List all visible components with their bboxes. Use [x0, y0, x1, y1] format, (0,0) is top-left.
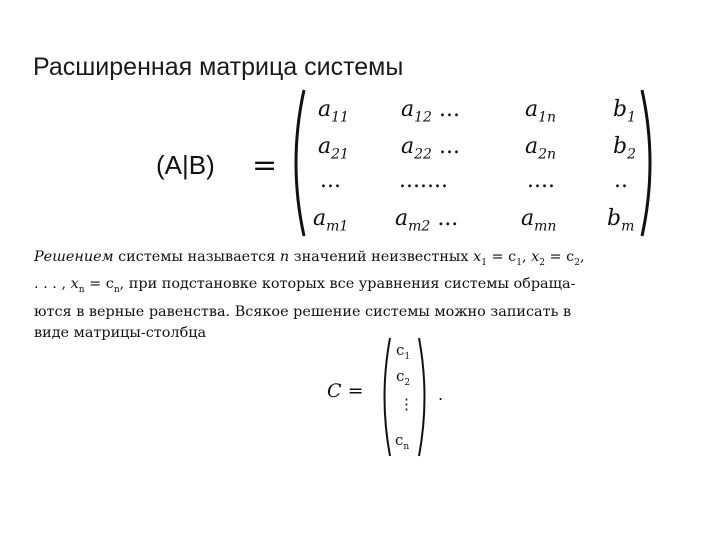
- equals-sign: =: [252, 148, 278, 183]
- matrix-cell: ..: [614, 168, 628, 193]
- augmented-matrix-label: (A|B): [156, 150, 215, 180]
- matrix-cell: $a_{22}$ ...: [401, 134, 460, 163]
- matrix-cell: $a_{2n}$: [525, 134, 557, 163]
- period: .: [438, 385, 444, 404]
- right-paren-icon: [640, 88, 660, 238]
- paragraph-line: . . . , $x_n = c_n$, при подстановке которых все уравнения системы обраща-: [34, 276, 576, 296]
- paragraph-line: виде матрицы-столбца: [34, 325, 207, 342]
- matrix-cell: $b_1$: [613, 97, 637, 126]
- matrix-cell: ....: [527, 168, 555, 193]
- column-entry: ⋮: [399, 395, 414, 413]
- matrix-cell: ...: [320, 168, 341, 193]
- column-entry: $c_2$: [396, 367, 411, 388]
- column-right-paren-icon: [417, 336, 431, 458]
- column-entry: $c_n$: [395, 431, 410, 452]
- column-vector-label: C =: [327, 380, 364, 402]
- matrix-cell: $a_{mn}$: [521, 206, 557, 235]
- matrix-cell: $a_{12}$ ...: [401, 97, 460, 126]
- term-solution: Решением: [34, 249, 114, 265]
- definition-paragraph: [34, 247, 694, 345]
- paragraph-line: Решением системы называется n значений неизвестных $x_1 = c_1$, $x_2 = c_2$,: [34, 249, 585, 268]
- column-left-paren-icon: [378, 336, 392, 458]
- left-paren-icon: [286, 88, 306, 238]
- matrix-cell: $a_{21}$: [318, 134, 349, 163]
- matrix-cell: $a_{m1}$: [313, 206, 349, 235]
- matrix-cell: $b_m$: [607, 206, 635, 235]
- matrix-cell: $b_2$: [613, 134, 637, 163]
- matrix-cell: $a_{11}$: [318, 97, 349, 126]
- slide-title: Расширенная матрица системы: [33, 53, 404, 81]
- column-entry: $c_1$: [396, 341, 411, 362]
- matrix-cell: $a_{1n}$: [525, 97, 557, 126]
- matrix-cell: .......: [399, 168, 448, 193]
- matrix-cell: $a_{m2}$ ...: [395, 206, 459, 235]
- paragraph-line: ются в верные равенства. Всякое решение системы можно записать в: [34, 303, 572, 320]
